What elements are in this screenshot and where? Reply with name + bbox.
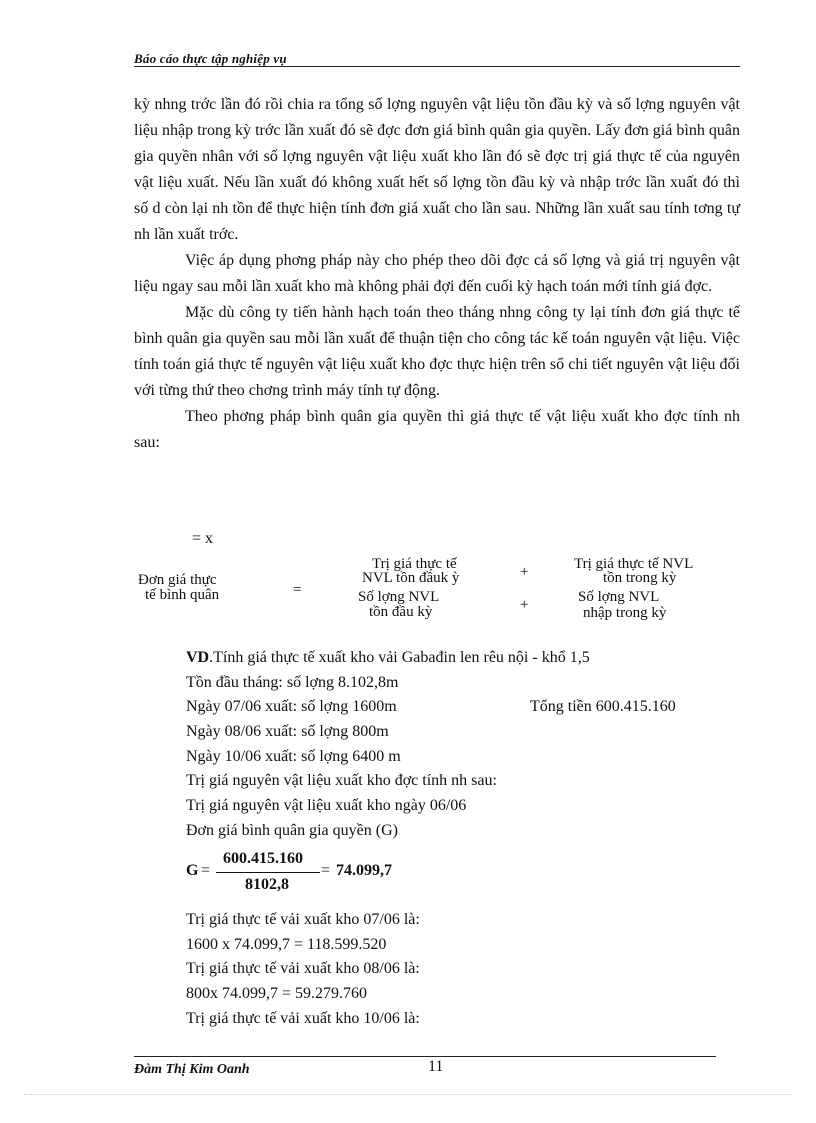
formula-lhs-line2: tế bình quân [145, 587, 220, 603]
total-amount: Tổng tiền 600.415.160 [530, 698, 676, 716]
document-body [134, 92, 740, 456]
result-line: Trị giá thực tế vải xuất kho 10/06 là: [186, 1009, 420, 1027]
result-line: Trị giá thực tế vải xuất kho 07/06 là: [186, 911, 420, 928]
page-header [134, 50, 740, 67]
page-bottom-dotted-line [24, 1094, 792, 1095]
result-line: Trị giá thực tế vải xuất kho 08/06 là: [186, 960, 420, 978]
g-result: 74.099,7 [336, 862, 392, 879]
vd-text: .Tính giá thực tế xuất kho vải Gabađin len rêu nội - khổ 1,5 [209, 649, 590, 666]
vd-label: VD [186, 649, 210, 666]
footer-rule [134, 1056, 716, 1057]
formula-equals: = [293, 582, 302, 598]
numerator-term1-line2: NVL tồn đầuk ỳ [362, 570, 460, 586]
paragraph-1: kỳ nhng trớc lần đó rồi chia ra tổng số lợng nguyên vật liệu tồn đầu kỳ và số lợng nguyên vật liệu nhập trong kỳ trớc lần xuất đó sẽ đợc đơn giá bình quân gia quyền. Lấy đơn giá bình quân gia quyền nhân với số lợng nguyên vật liệu xuất kho lần đó sẽ đợc trị giá thực tế của nguyên vật liệu xuất. Nếu lần xuất đó không xuất hết số lợng tồn đầu kỳ và nhập trớc lần xuất đó thì số d còn lại nh tồn để thực hiện tính đơn giá xuất cho lần sau. Những lần xuất sau tính tơng tự nh lần xuất trớc. [134, 96, 740, 243]
paragraph-4: Theo phơng pháp bình quân gia quyền thì giá thực tế vật liệu xuất kho đợc tính nh sau: [134, 408, 740, 451]
issue-1006-line: Ngày 10/06 xuất: số lợng 6400 m [186, 747, 401, 765]
results-block [186, 908, 746, 1031]
denominator-term2-line1: Số lợng NVL [578, 589, 660, 605]
result-line: 800x 74.099,7 = 59.279.760 [186, 985, 368, 1003]
denominator-term2-line2: nhập trong kỳ [583, 605, 667, 621]
page-number: 11 [428, 1058, 444, 1075]
numerator-term2-line1: Trị giá thực tế NVL [574, 556, 694, 572]
numerator-plus: + [520, 564, 529, 580]
fraction-bar [216, 872, 320, 873]
paragraph-3: Mặc dù công ty tiến hành hạch toán theo tháng nhng công ty lại tính đơn giá thực tế bình quân gia quyền sau mỗi lần xuất để thuận tiện cho công tác kế toán nguyên vật liệu. Việc tính toán giá thực tế nguyên vật liệu xuất kho đợc thực hiện trên sổ chi tiết nguyên vật liệu đối với từng thứ theo chơng trình máy tính tự động. [134, 304, 740, 399]
result-line: 1600 x 74.099,7 = 118.599.520 [186, 935, 387, 953]
footer-author: Đàm Thị Kim Oanh [134, 1062, 250, 1077]
g-denominator: 8102,8 [245, 876, 289, 893]
denominator-term1-line2: tồn đầu kỳ [369, 604, 433, 620]
opening-stock-line: Tồn đầu tháng: số lợng 8.102,8m [186, 673, 399, 691]
formula-lhs-line1: Đơn giá thực [138, 572, 217, 588]
numerator-term2-line2: tồn trong kỳ [603, 570, 677, 586]
numerator-term1-line1: Trị giá thực tế [372, 556, 457, 572]
paragraph-2: Việc áp dụng phơng pháp này cho phép theo dõi đợc cả số lợng và giá trị nguyên vật liệu ngay sau mỗi lần xuất kho mà không phải đợi đến cuối kỳ hạch toán mới tính giá đợc. [134, 252, 740, 295]
denominator-term1-line1: Số lợng NVL [358, 589, 440, 605]
example-title [186, 646, 746, 671]
g-formula [186, 850, 446, 900]
g-equals: = [201, 862, 211, 879]
header-title: Báo cáo thực tập nghiệp vụ [134, 51, 287, 66]
g-symbol: G [186, 862, 199, 879]
example-block [186, 646, 746, 844]
g-equals-2: = [321, 862, 331, 879]
issue-0706-row [186, 695, 746, 720]
denominator-plus: + [520, 597, 529, 613]
g-numerator: 600.415.160 [223, 850, 303, 867]
calc-intro-line: Trị giá nguyên vật liệu xuất kho đợc tính nh sau: [186, 772, 497, 790]
issue-0806-line: Ngày 08/06 xuất: số lợng 800m [186, 723, 389, 741]
calc-0606-line: Trị giá nguyên vật liệu xuất kho ngày 06/06 [186, 797, 467, 815]
formula-stray-text: = x [192, 530, 214, 547]
issue-0706-line: Ngày 07/06 xuất: số lợng 1600m [186, 698, 397, 716]
avg-price-line: Đơn giá bình quân gia quyền (G) [186, 821, 398, 839]
